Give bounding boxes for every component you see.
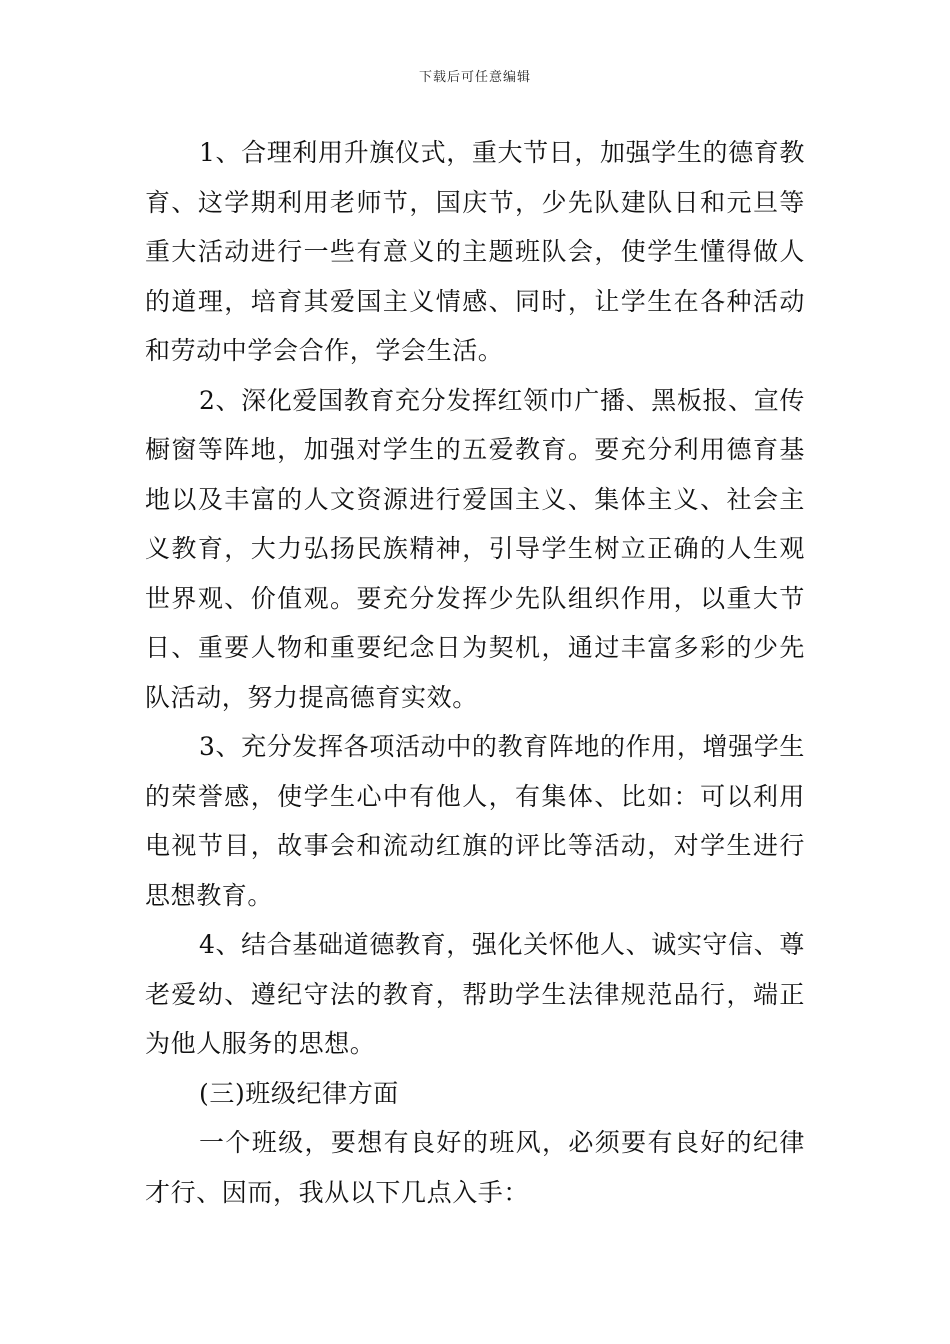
paragraph-intro-discipline: 一个班级，要想有良好的班风，必须要有良好的纪律才行、因而，我从以下几点入手：	[145, 1128, 805, 1207]
section-heading-discipline: (三)班级纪律方面	[199, 1078, 399, 1108]
paragraph-item-2: 2、深化爱国教育充分发挥红领巾广播、黑板报、宣传橱窗等阵地，加强对学生的五爱教育。要充分利用德育基地以及丰富的人文资源进行爱国主义、集体主义、社会主义教育，大力弘扬民族精神，引导学生树立正确的人生观世界观、价值观。要充分发挥少先队组织作用，以重大节日、重要人物和重要纪念日为契机，通过丰富多彩的少先队活动，努力提高德育实效。	[145, 385, 805, 712]
paragraph-item-4: 4、结合基础道德教育，强化关怀他人、诚实守信、尊老爱幼、遵纪守法的教育，帮助学生法律规范品行，端正为他人服务的思想。	[145, 930, 805, 1058]
paragraph-item-3: 3、充分发挥各项活动中的教育阵地的作用，增强学生的荣誉感，使学生心中有他人，有集体、比如：可以利用电视节目，故事会和流动红旗的评比等活动，对学生进行思想教育。	[145, 732, 805, 910]
document-body	[145, 128, 805, 1217]
paragraph-item-1: 1、合理利用升旗仪式，重大节日，加强学生的德育教育、这学期利用老师节，国庆节，少先队建队日和元旦等重大活动进行一些有意义的主题班队会，使学生懂得做人的道理，培育其爱国主义情感、同时，让学生在各种活动和劳动中学会合作，学会生活。	[145, 138, 805, 365]
page-header: 下载后可任意编辑	[418, 70, 531, 85]
